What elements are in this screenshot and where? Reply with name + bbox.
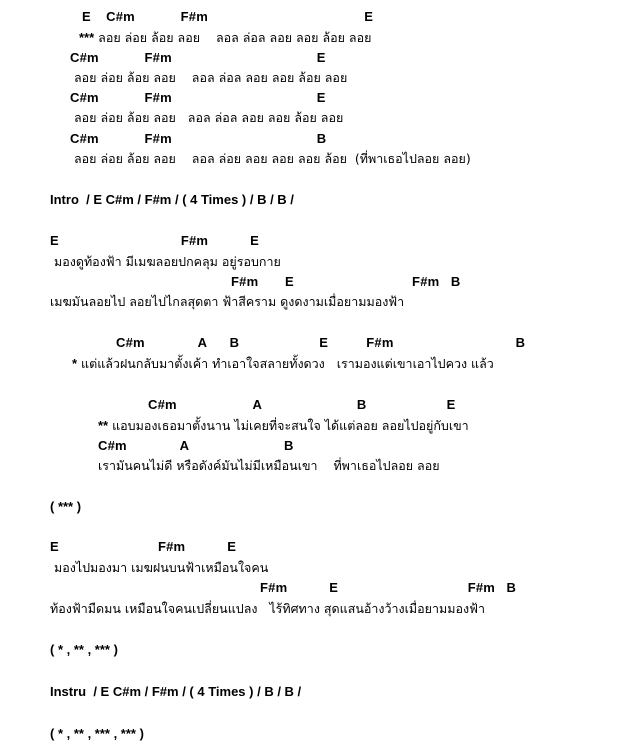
- section-marker: ***: [79, 30, 95, 45]
- chord-line: C#m A B: [98, 438, 294, 453]
- chord-line: C#m F#m E: [70, 90, 326, 105]
- chord-line: C#m F#m B: [70, 131, 327, 146]
- chord-line: E C#m F#m E: [82, 9, 374, 24]
- lyric-line: ลอย ล่อย ล้อย ลอย ลอล ล่อย ลอย ลอย ลอย ล้อย (ที่พาเธอไปลอย ลอย): [74, 151, 471, 166]
- repeat-marker: ( *** ): [50, 499, 82, 514]
- lyric-line: เรามันคนไม่ดี หรือดังค์มันไม่มีเหมือนเขา ที่พาเธอไปลอย ลอย: [98, 458, 440, 473]
- lyric-text: ลอย ล่อย ล้อย ลอย ลอล ล่อล ลอย ลอย ล้อย ลอย: [94, 30, 372, 45]
- chord-line: F#m E F#m B: [231, 274, 461, 289]
- lyric-line: ลอย ล่อย ล้อย ลอย ลอล ล่อล ลอย ลอย ล้อย ลอย: [74, 110, 344, 125]
- intro-line: Intro / E C#m / F#m / ( 4 Times ) / B / B /: [50, 192, 294, 207]
- lyric-line: [79, 28, 371, 48]
- chord-line: C#m F#m E: [70, 50, 326, 65]
- lyric-line: มองไปมองมา เมฆฝนบนฟ้าเหมือนใจคน: [50, 560, 269, 575]
- chord-line: F#m E F#m B: [260, 580, 517, 595]
- section-marker: **: [98, 418, 109, 433]
- lyric-line: [72, 354, 494, 374]
- chord-line: C#m A B E: [148, 397, 456, 412]
- chord-line: E F#m E: [50, 539, 237, 554]
- lyric-line: ท้องฟ้ามืดมน เหมือนใจคนเปลี่ยนแปลง ไร้ทิศทาง สุดแสนอ้างว้างเมื่อยามมองฟ้า: [50, 601, 485, 616]
- lyric-text: แอบมองเธอมาตั้งนาน ไม่เคยที่จะสนใจ ได้แต่ลอย ลอยไปอยู่กับเขา: [108, 418, 469, 433]
- chord-line: C#m A B E F#m B: [116, 335, 526, 350]
- lyric-line: [98, 416, 469, 436]
- lyric-line: มองดูท้องฟ้า มีเมฆลอยปกคลุม อยู่รอบกาย: [50, 254, 281, 269]
- lyric-line: เมฆมันลอยไป ลอยไปไกลสุดตา ฟ้าสีคราม ดูงดงามเมื่อยามมองฟ้า: [50, 294, 405, 309]
- repeat-marker: ( * , ** , *** , *** ): [50, 726, 144, 741]
- lyric-text: แต่แล้วฝนกลับมาตั้งเค้า ทำเอาใจสลายทั้งดวง เรามองแต่เขาเอาไปควง แล้ว: [77, 356, 494, 371]
- section-marker: *: [72, 356, 78, 371]
- lyric-line: ลอย ล่อย ล้อย ลอย ลอล ล่อล ลอย ลอย ล้อย ลอย: [74, 70, 348, 85]
- instru-line: Instru / E C#m / F#m / ( 4 Times ) / B / B /: [50, 684, 302, 699]
- chord-line: E F#m E: [50, 233, 259, 248]
- repeat-marker: ( * , ** , *** ): [50, 642, 118, 657]
